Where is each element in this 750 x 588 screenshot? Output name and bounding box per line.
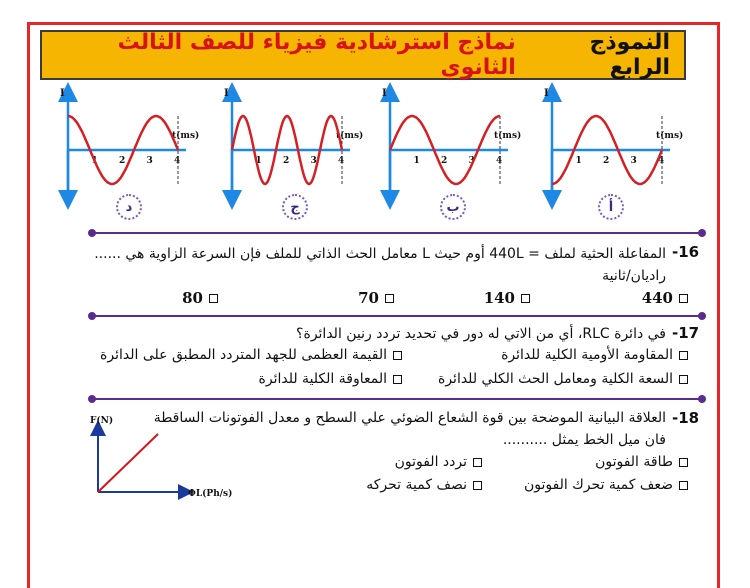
option-label: 80 (182, 289, 203, 307)
option-label: السعة الكلية ومعامل الحث الكلي للدائرة (437, 371, 673, 387)
tick-label: 1 (91, 156, 98, 166)
checkbox[interactable] (521, 294, 530, 303)
option-label: نصف كمية تحركه (366, 477, 467, 493)
option-label: 70 (358, 289, 379, 307)
waveform-graph (544, 88, 683, 200)
waveform-graph (60, 88, 199, 200)
x-axis-label: t(ms) (336, 131, 364, 141)
checkbox[interactable] (679, 294, 688, 303)
page-frame-left (27, 22, 30, 588)
option-label: ضعف كمية تحرك الفوتون (523, 477, 673, 493)
checkbox[interactable] (679, 351, 688, 360)
q18-text-line2: فان ميل الخط يمثل .......... (502, 432, 666, 448)
checkbox[interactable] (385, 294, 394, 303)
graph-line (98, 434, 158, 492)
checkbox[interactable] (679, 481, 688, 490)
q16-number: -16 (672, 243, 700, 261)
tick-label: 2 (603, 156, 610, 166)
q17-option-1[interactable] (501, 347, 688, 363)
separator-2 (92, 315, 702, 317)
y-axis-label: I (544, 88, 549, 99)
q16-option-4[interactable] (182, 289, 218, 307)
q16-option-2[interactable] (484, 289, 530, 307)
y-axis-label: I (382, 88, 387, 99)
graph-label-j: ج (282, 194, 308, 220)
graph-label-d: د (116, 194, 142, 220)
checkbox[interactable] (473, 481, 482, 490)
q17-option-4[interactable] (259, 371, 402, 387)
x-axis-label: t(ms) (494, 131, 522, 141)
page-frame-top (27, 22, 720, 25)
q16-option-1[interactable] (642, 289, 688, 307)
tick-label: 1 (255, 156, 262, 166)
tick-label: 2 (119, 156, 126, 166)
option-label: القيمة العظمى للجهد المتردد المطبق على الدائرة (100, 347, 387, 363)
tick-label: 1 (575, 156, 582, 166)
x-axis-label: t(ms) (172, 131, 200, 141)
q17-text-line1: في دائرة RLC، أي من الاتي له دور في تحديد تردد رنين الدائرة؟ (296, 326, 666, 342)
y-axis-label: I (224, 88, 229, 99)
q18-option-3[interactable] (524, 477, 688, 493)
q18-number: -18 (672, 409, 700, 427)
tick-label: 4 (338, 156, 345, 166)
tick-label: 2 (283, 156, 290, 166)
tick-label: 3 (630, 156, 637, 166)
q16-text-line1: المفاعلة الحثية لملف = 440L أوم حيث L معامل الحث الذاتي للملف فإن السرعة الزاوية هي ...... (94, 246, 666, 262)
tick-label: 3 (468, 156, 475, 166)
tick-label: 3 (310, 156, 317, 166)
q16-option-3[interactable] (358, 289, 394, 307)
tick-label: 4 (496, 156, 503, 166)
tick-label: 1 (413, 156, 420, 166)
graph-x-label: ΦL(Ph/s) (188, 489, 233, 499)
force-vs-photon-rate-graph (88, 412, 238, 504)
separator-1 (92, 232, 702, 234)
tick-label: 4 (658, 156, 665, 166)
graph-label-b: ب (440, 194, 466, 220)
option-label: المعاوقة الكلية للدائرة (258, 371, 387, 387)
checkbox[interactable] (393, 375, 402, 384)
checkbox[interactable] (209, 294, 218, 303)
checkbox[interactable] (393, 351, 402, 360)
q18-option-4[interactable] (366, 477, 482, 493)
q17-option-2[interactable] (100, 347, 402, 363)
checkbox[interactable] (679, 375, 688, 384)
tick-label: 3 (146, 156, 153, 166)
option-label: 440 (641, 289, 673, 307)
tick-label: 4 (174, 156, 181, 166)
option-label: طاقة الفوتون (595, 454, 673, 470)
q16-text-line2: راديان/ثانية (602, 268, 666, 284)
title-main: النموذج الرابع (589, 30, 670, 80)
separator-3 (92, 398, 702, 400)
graph-y-label: F(N) (90, 416, 114, 426)
option-label: المقاومة الأومية الكلية للدائرة (501, 347, 673, 363)
q18-text-line1: العلاقة البيانية الموضحة بين قوة الشعاع الضوئي علي السطح و معدل الفوتونات الساقطة (153, 410, 666, 426)
title-banner (40, 30, 686, 80)
waveform-graph (382, 88, 521, 200)
waveform-graph (224, 88, 363, 200)
y-axis-label: I (60, 88, 65, 99)
page-frame-right (717, 22, 720, 588)
title-accent: نماذج استرشادية فيزياء للصف الثالث الثانوي (117, 30, 516, 80)
option-label: تردد الفوتون (394, 454, 467, 470)
option-label: 140 (483, 289, 515, 307)
checkbox[interactable] (473, 458, 482, 467)
x-axis-label: t(ms) (656, 131, 684, 141)
tick-label: 2 (441, 156, 448, 166)
checkbox[interactable] (679, 458, 688, 467)
graph-label-a: أ (598, 194, 624, 220)
q17-number: -17 (672, 324, 700, 342)
q18-option-1[interactable] (595, 454, 688, 470)
q17-option-3[interactable] (438, 371, 688, 387)
q18-option-2[interactable] (395, 454, 482, 470)
